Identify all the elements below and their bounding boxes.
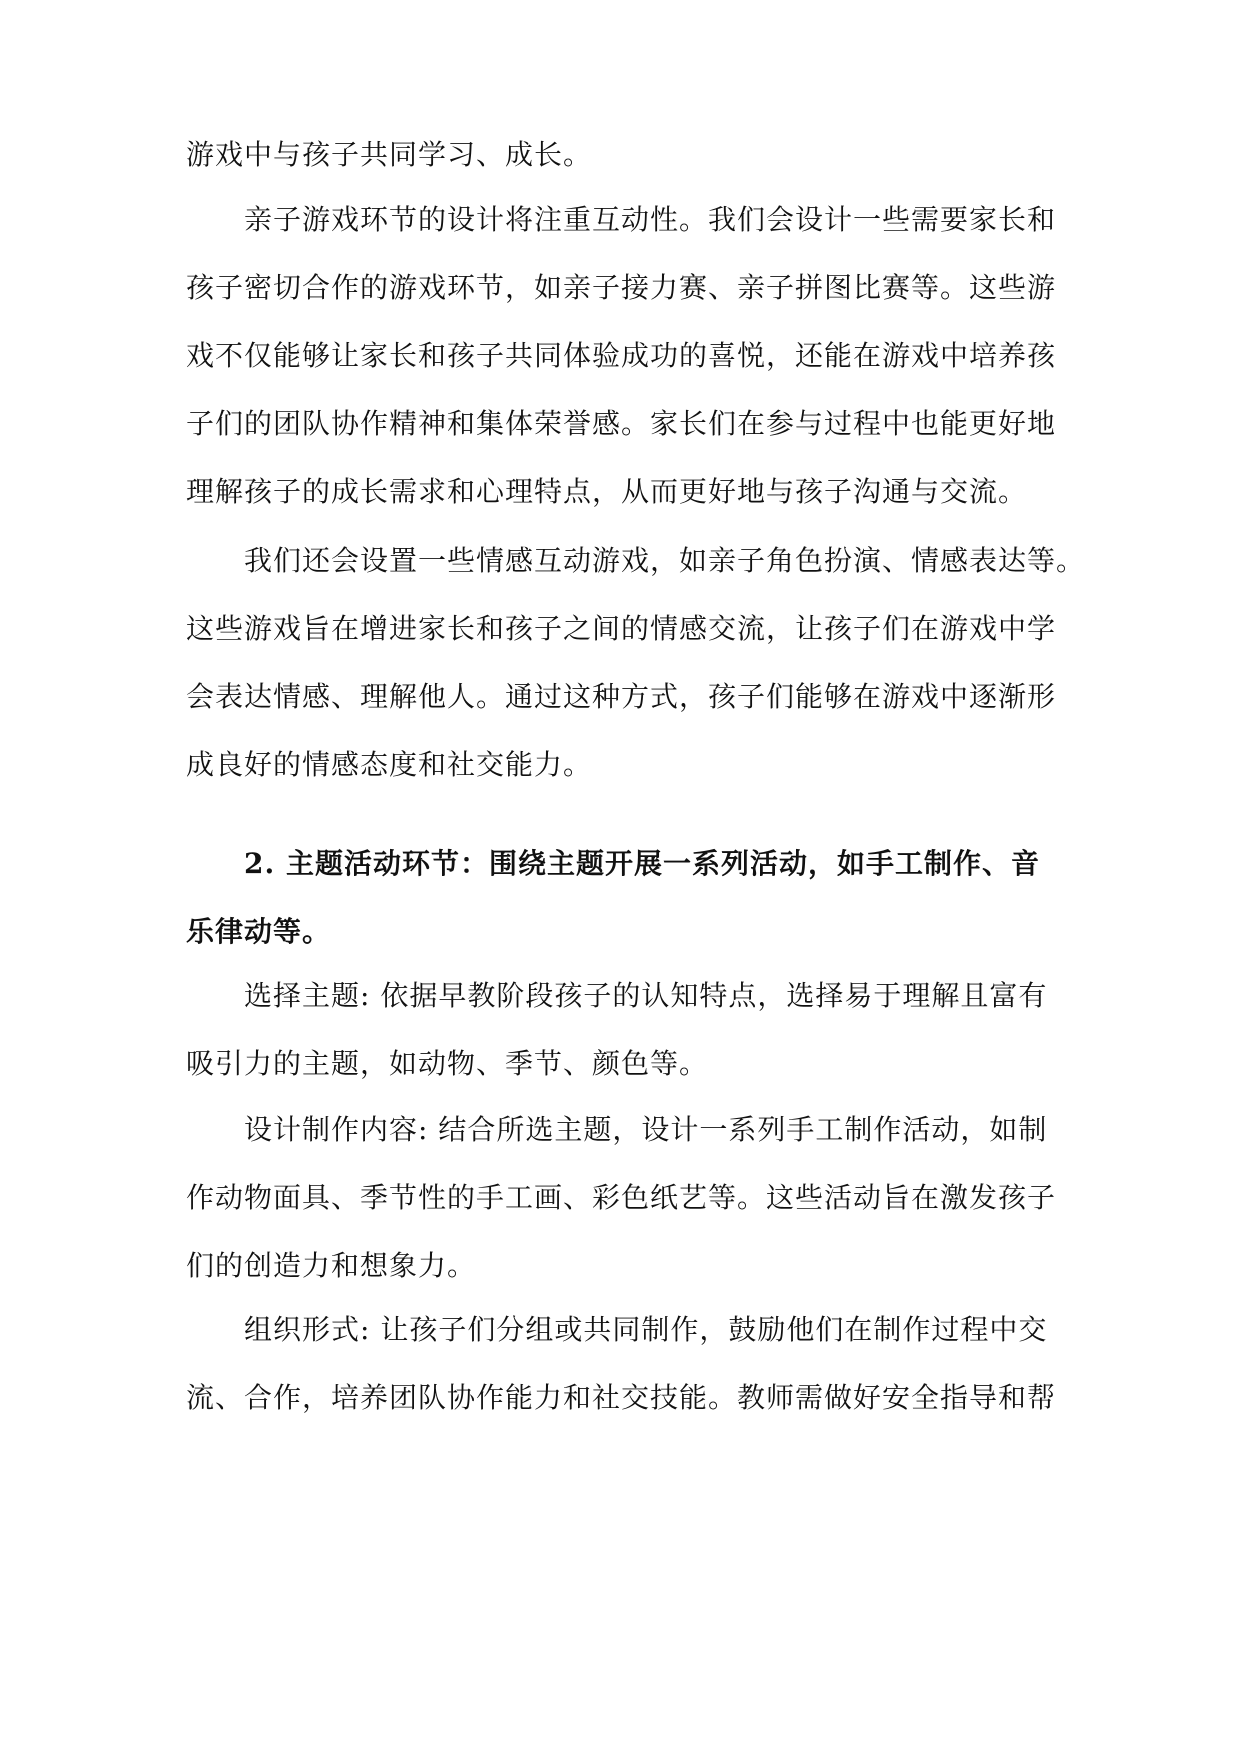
text-line: 游戏中与孩子共同学习、成长。 bbox=[186, 138, 593, 171]
text-line: 子们的团队协作精神和集体荣誉感。家长们在参与过程中也能更好地 bbox=[186, 407, 1057, 440]
text-line: 成良好的情感态度和社交能力。 bbox=[186, 748, 593, 781]
text-line: 选择主题: 依据早教阶段孩子的认知特点，选择易于理解且富有 bbox=[244, 979, 1048, 1012]
text-line: 戏不仅能够让家长和孩子共同体验成功的喜悦，还能在游戏中培养孩 bbox=[186, 339, 1057, 372]
text-line: 组织形式: 让孩子们分组或共同制作，鼓励他们在制作过程中交 bbox=[244, 1313, 1048, 1346]
paragraph-emotional-interaction bbox=[186, 527, 1086, 799]
paragraph-parent-child-game-design bbox=[186, 186, 1056, 526]
text-line: 设计制作内容: 结合所选主题，设计一系列手工制作活动，如制 bbox=[244, 1113, 1048, 1146]
text-line: 2. 主题活动环节：围绕主题开展一系列活动，如手工制作、音 bbox=[244, 847, 1040, 880]
paragraph-organization-form bbox=[186, 1296, 1056, 1432]
text-line: 理解孩子的成长需求和心理特点，从而更好地与孩子沟通与交流。 bbox=[186, 475, 1028, 508]
text-line: 乐律动等。 bbox=[186, 915, 332, 948]
text-line: 亲子游戏环节的设计将注重互动性。我们会设计一些需要家长和 bbox=[244, 203, 1057, 236]
paragraph-continuation bbox=[186, 121, 1056, 189]
text-line: 会表达情感、理解他人。通过这种方式，孩子们能够在游戏中逐渐形 bbox=[186, 680, 1057, 713]
text-line: 们的创造力和想象力。 bbox=[186, 1249, 477, 1282]
text-line: 吸引力的主题，如动物、季节、颜色等。 bbox=[186, 1047, 709, 1080]
text-line: 这些游戏旨在增进家长和孩子之间的情感交流，让孩子们在游戏中学 bbox=[186, 612, 1057, 645]
text-line: 流、合作，培养团队协作能力和社交技能。教师需做好安全指导和帮 bbox=[186, 1381, 1057, 1414]
text-line: 孩子密切合作的游戏环节，如亲子接力赛、亲子拼图比赛等。这些游 bbox=[186, 271, 1057, 304]
text-line: 作动物面具、季节性的手工画、彩色纸艺等。这些活动旨在激发孩子 bbox=[186, 1181, 1057, 1214]
text-line: 我们还会设置一些情感互动游戏，如亲子角色扮演、情感表达等。 bbox=[244, 544, 1086, 577]
paragraph-choose-theme bbox=[186, 962, 1056, 1098]
paragraph-design-content bbox=[186, 1096, 1056, 1300]
section-heading-theme-activity bbox=[186, 830, 1056, 966]
